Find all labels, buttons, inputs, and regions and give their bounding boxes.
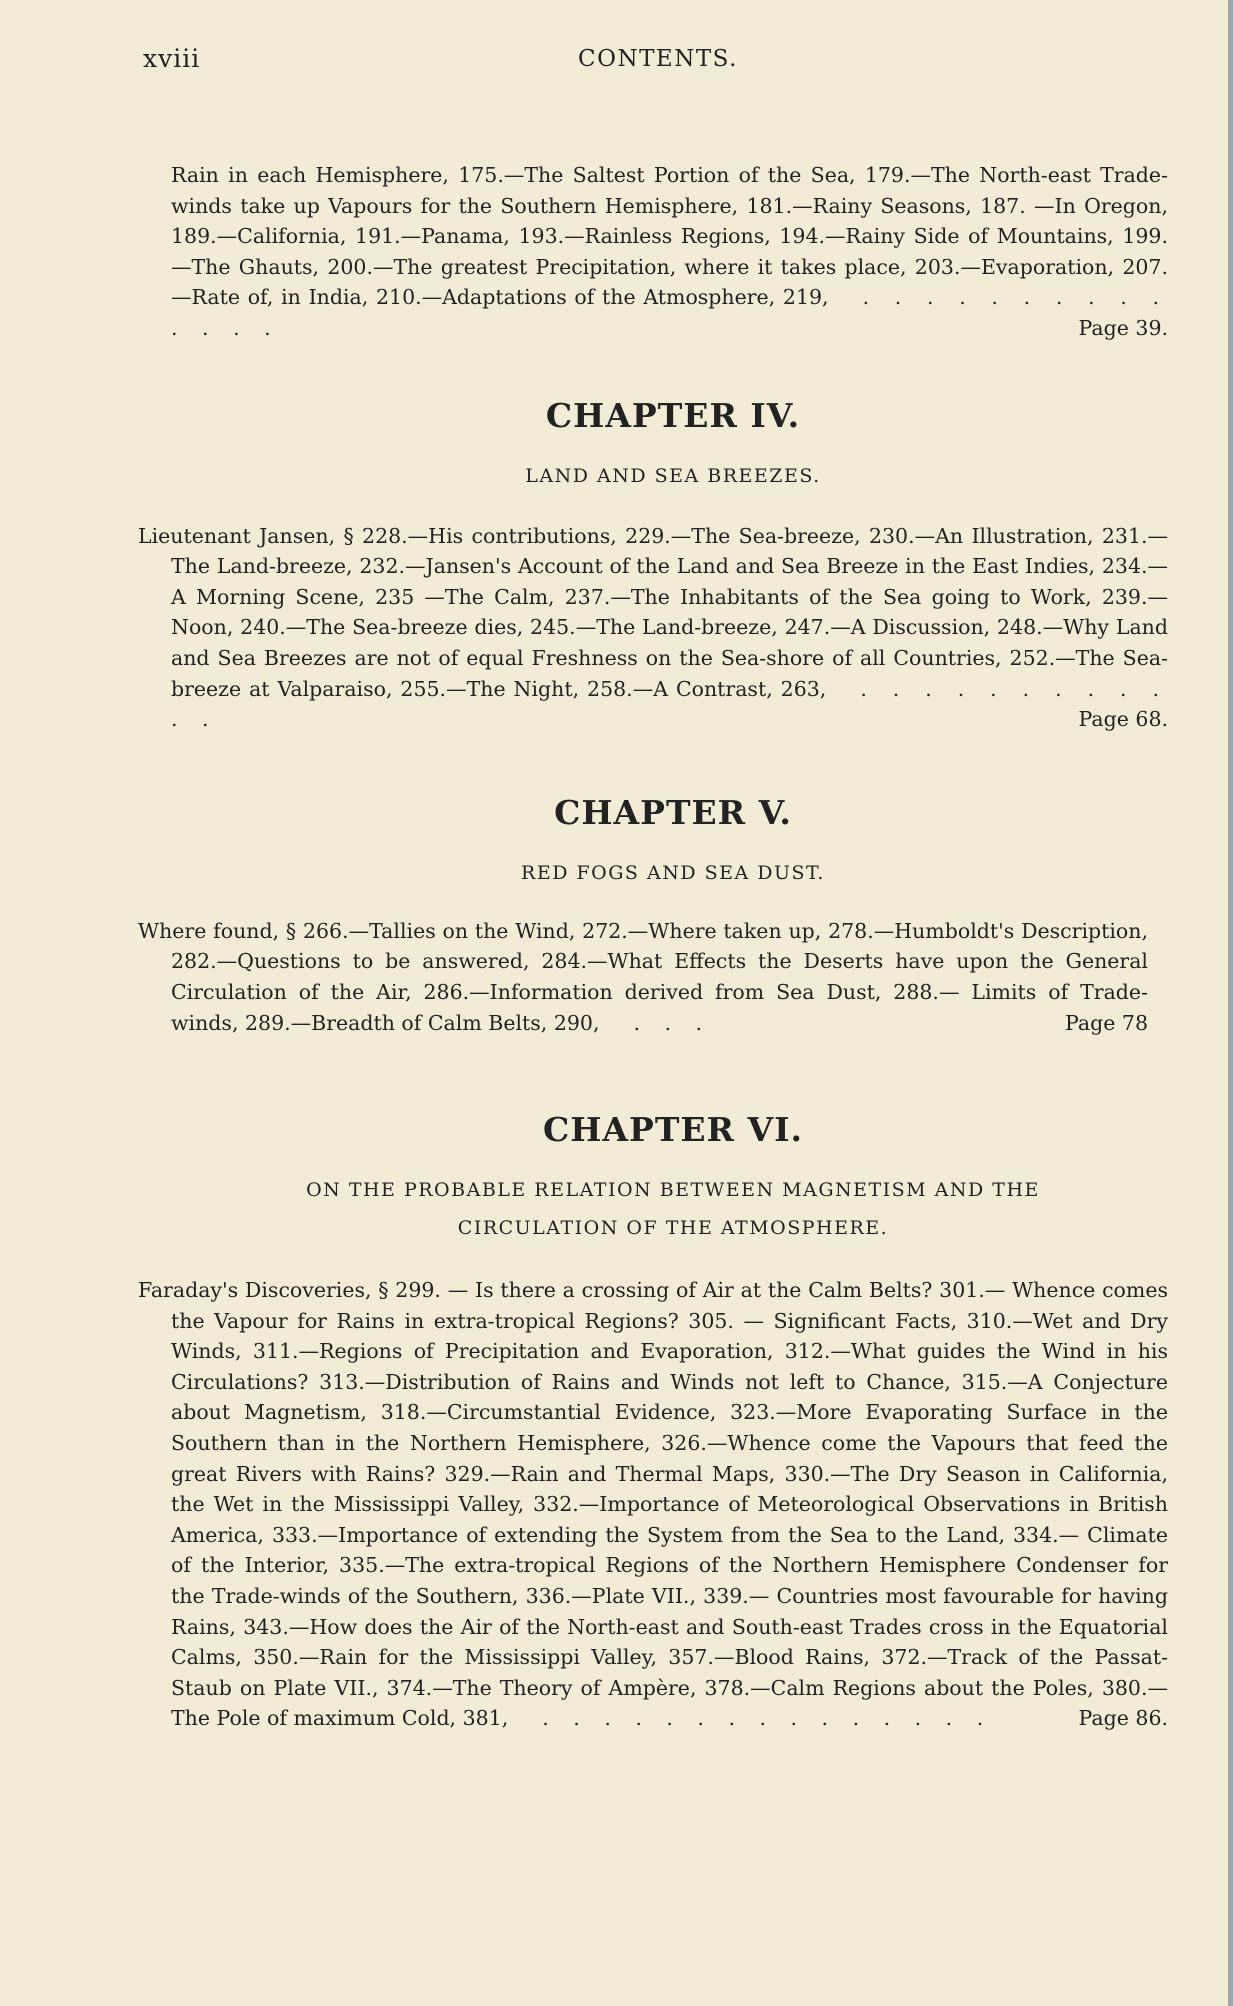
chapter-heading: CHAPTER VI.: [542, 1110, 803, 1150]
page-reference: Page 78: [1065, 1010, 1148, 1035]
entry-text: Faraday's Discoveries, § 299. — Is there a crossing of Air at the Calm Belts? 301.— Whence comes the Vapour for Rains in extra-tropical Regions? 305. — Significant Facts, 310.—Wet and Dry Winds, 311.—Regions of Precipitation and Evaporation, 312.—What guides the Wind in his Circulations? 313.—Distribution of Rains and Winds not left to Chance, 315.—A Conjecture about Magnetism, 318.—Circumstantial Evidence, 323.—More Evaporating Surface in the Southern than in the Northern Hemisphere, 326.—Whence come the Vapours that feed the great Rivers with Rains? 329.—Rain and Thermal Maps, 330.—The Dry Season in California, the Wet in the Mississippi Valley, 332.—Importance of Meteorological Observations in British America, 333.—Importance of extending the System from the Sea to the Land, 334.— Climate of the Interior, 335.—The extra-tropical Regions of the Northern Hemisphere Condenser for the Trade-winds of the Southern, 336.—Plate VII., 339.— Countries most favourable for having Rains, 343.—How does the Air of the North-east and South-east Trades cross in the Equatorial Calms, 350.—Rain for the Mississippi Valley, 357.—Blood Rains, 372.—Track of the Passat-Staub on Plate VII., 374.—The Theory of Ampère, 378.—Calm Regions about the Poles, 380.—The Pole of maximum Cold, 381,: [138, 1278, 1168, 1731]
entry-text: Rain in each Hemisphere, 175.—The Saltest Portion of the Sea, 179.—The North-east Trade-winds take up Vapours for the Southern Hemisphere, 181.—Rainy Seasons, 187. —In Oregon, 189.—California, 191.—Panama, 193.—Rainless Regions, 194.—Rainy Side of Mountains, 199.—The Ghauts, 200.—The greatest Precipitation, where it takes place, 203.—Evaporation, 207.—Rate of, in India, 210.—Adaptations of the Atmosphere, 219,: [171, 163, 1168, 310]
dot-leaders: . . .: [633, 1010, 712, 1035]
binding-edge: [1228, 0, 1233, 2006]
entry-text: Where found, § 266.—Tallies on the Wind, 272.—Where taken up, 278.—Humboldt's Description, 282.—Questions to be answered, 284.—What Effects the Deserts have upon the General Circulation of the Air, 286.—Information derived from Sea Dust, 288.— Limits of Trade-winds, 289.—Breadth of Calm Belts, 290,: [138, 918, 1148, 1035]
entry-text: Lieutenant Jansen, § 228.—His contributions, 229.—The Sea-breeze, 230.—An Illustration, 231.—The Land-breeze, 232.—Jansen's Account of the Land and Sea Breeze in the East Indies, 234.—A Morning Scene, 235 —The Calm, 237.—The Inhabitants of the Sea going to Work, 239.—Noon, 240.—The Sea-breeze dies, 245.—The Land-breeze, 247.—A Discussion, 248.—Why Land and Sea Breezes are not of equal Freshness on the Sea-shore of all Countries, 252.—The Sea-breeze at Valparaiso, 255.—The Night, 258.—A Contrast, 263,: [138, 523, 1168, 701]
chapter-subtitle: LAND AND SEA BREEZES.: [525, 464, 821, 487]
chapter-heading: CHAPTER IV.: [545, 395, 801, 435]
toc-entry: [138, 521, 1168, 735]
dot-leaders: . . . . . . . . . . . . . . .: [542, 1706, 993, 1731]
dot-leaders: . . . . . . . . . . . . . .: [171, 285, 1169, 340]
page-reference: Page 68.: [1078, 707, 1168, 732]
chapter-subtitle: ON THE PROBABLE RELATION BETWEEN MAGNETISM AND THE CIRCULATION OF THE ATMOSPHERE.: [306, 1179, 1040, 1240]
toc-entry: [138, 916, 1168, 1038]
page-title: CONTENTS.: [578, 46, 738, 72]
page-reference: Page 86.: [1078, 1706, 1168, 1731]
toc-entry: [138, 1275, 1168, 1734]
toc-entry-continued: [138, 160, 1168, 344]
chapter-heading: CHAPTER V.: [554, 792, 792, 832]
dot-leaders: . . . . . . . . . . . .: [171, 676, 1169, 732]
running-head: [138, 44, 1168, 84]
chapter-subtitle: RED FOGS AND SEA DUST.: [521, 861, 825, 884]
page-reference: Page 39.: [1078, 315, 1168, 340]
page-number: xviii: [143, 44, 201, 73]
